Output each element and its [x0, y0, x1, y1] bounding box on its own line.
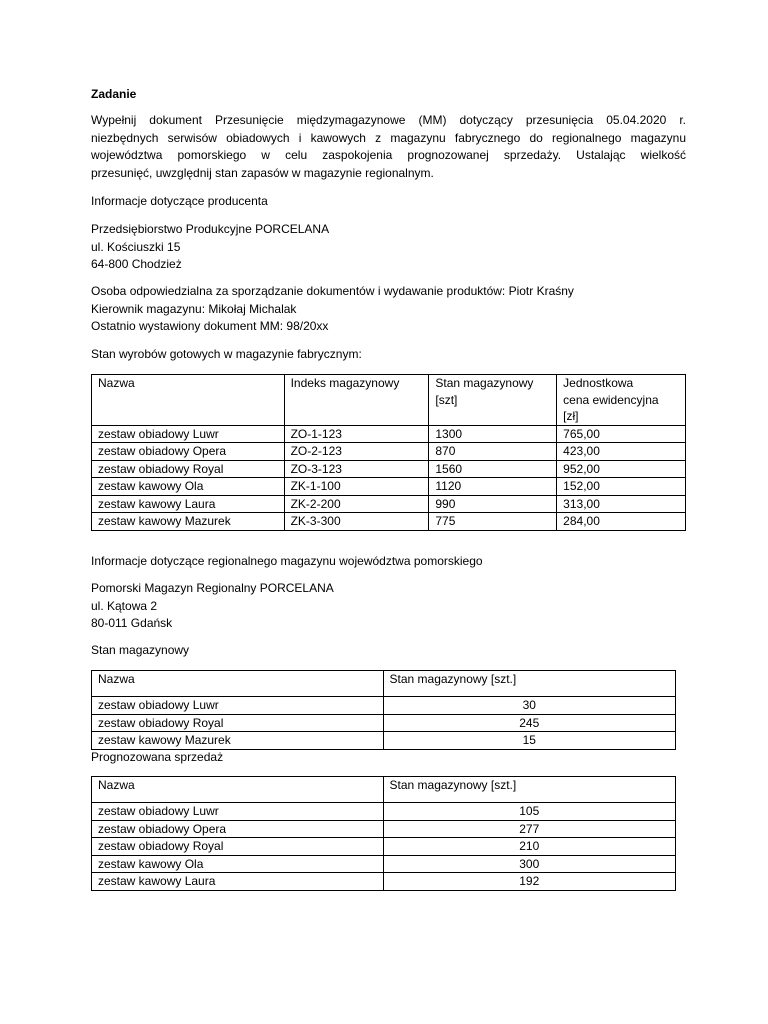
task-line: województwa pomorskiego w celu zaspokojenia prognozowanej sprzedaży. Ustalając wielkość — [91, 148, 686, 162]
table-header-row — [92, 671, 676, 697]
product-index: ZO-2-123 — [284, 443, 429, 461]
forecast-table — [91, 776, 676, 891]
product-index: ZO-3-123 — [284, 460, 429, 478]
product-price: 423,00 — [557, 443, 686, 461]
factory-stock-table — [91, 374, 686, 531]
factory-stock-title: Stan wyrobów gotowych w magazynie fabrycznym: — [91, 347, 362, 361]
product-stock: 15 — [383, 732, 676, 750]
last-document: Ostatnio wystawiony dokument MM: 98/20xx — [91, 319, 329, 333]
header-price-line: Jednostkowa — [563, 376, 634, 390]
forecast-value: 277 — [383, 820, 676, 838]
product-name: zestaw kawowy Ola — [92, 855, 384, 873]
header-price-line: cena ewidencyjna — [563, 392, 659, 407]
producer-street: ul. Kościuszki 15 — [91, 239, 181, 254]
product-index: ZK-2-200 — [284, 495, 429, 513]
producer-name: Przedsiębiorstwo Produkcyjne PORCELANA — [91, 222, 330, 236]
forecast-value: 210 — [383, 838, 676, 856]
product-name: zestaw obiadowy Luwr — [92, 803, 384, 821]
product-name: zestaw obiadowy Opera — [92, 443, 285, 461]
product-stock: 870 — [429, 443, 557, 461]
regional-stock-title: Stan magazynowy — [91, 643, 190, 657]
table-row — [92, 855, 676, 873]
table-row — [92, 478, 686, 496]
product-price: 952,00 — [557, 460, 686, 478]
product-name: zestaw kawowy Laura — [92, 873, 384, 891]
header-stock — [429, 375, 557, 426]
header-index: Indeks magazynowy — [284, 375, 429, 426]
product-stock: 30 — [383, 697, 676, 715]
product-stock: 1560 — [429, 460, 557, 478]
table-row — [92, 425, 686, 443]
producer-address — [91, 221, 686, 274]
product-index: ZK-1-100 — [284, 478, 429, 496]
regional-city: 80-011 Gdańsk — [91, 616, 173, 630]
table-row — [92, 820, 676, 838]
task-line: Wypełnij dokument Przesunięcie międzymagazynowe (MM) dotyczący przesunięcia 05.04.2020 r. — [91, 113, 686, 127]
product-name: zestaw obiadowy Royal — [92, 460, 285, 478]
product-name: zestaw kawowy Laura — [92, 495, 285, 513]
product-stock: 245 — [383, 714, 676, 732]
regional-street: ul. Kątowa 2 — [91, 598, 158, 613]
header-stock-line: Stan magazynowy — [435, 376, 534, 390]
responsible-person: Osoba odpowiedzialna za sporządzanie dokumentów i wydawanie produktów: Piotr Kraśny — [91, 284, 574, 298]
table-row — [92, 697, 676, 715]
task-line: niezbędnych serwisów obiadowych i kawowych z magazynu fabrycznego do regionalnego magazynu — [91, 130, 686, 145]
product-name: zestaw obiadowy Luwr — [92, 425, 285, 443]
table-header-row — [92, 375, 686, 426]
regional-name: Pomorski Magazyn Regionalny PORCELANA — [91, 581, 334, 595]
task-heading: Zadanie — [91, 87, 137, 101]
product-stock: 990 — [429, 495, 557, 513]
header-price — [557, 375, 686, 426]
forecast-value: 105 — [383, 803, 676, 821]
producer-city: 64-800 Chodzież — [91, 257, 182, 271]
table-row — [92, 873, 676, 891]
product-price: 284,00 — [557, 513, 686, 531]
header-price-line: [zł] — [563, 409, 579, 423]
producer-details — [91, 283, 686, 336]
product-price: 313,00 — [557, 495, 686, 513]
product-name: zestaw obiadowy Luwr — [92, 697, 384, 715]
task-paragraph — [91, 112, 686, 182]
header-name: Nazwa — [92, 777, 384, 803]
forecast-value: 300 — [383, 855, 676, 873]
product-index: ZO-1-123 — [284, 425, 429, 443]
forecast-value: 192 — [383, 873, 676, 891]
producer-section-title: Informacje dotyczące producenta — [91, 194, 268, 208]
regional-address — [91, 580, 686, 633]
product-price: 765,00 — [557, 425, 686, 443]
table-row — [92, 732, 676, 750]
product-name: zestaw kawowy Ola — [92, 478, 285, 496]
header-name: Nazwa — [92, 671, 384, 697]
regional-stock-table — [91, 670, 676, 750]
table-header-row — [92, 777, 676, 803]
task-line: przesunięć, uwzględnij stan zapasów w magazynie regionalnym. — [91, 165, 434, 180]
product-name: zestaw kawowy Mazurek — [92, 732, 384, 750]
forecast-title: Prognozowana sprzedaż — [91, 750, 224, 764]
product-index: ZK-3-300 — [284, 513, 429, 531]
header-stock-line: [szt] — [435, 392, 458, 407]
header-name: Nazwa — [92, 375, 285, 426]
table-row — [92, 460, 686, 478]
header-stock: Stan magazynowy [szt.] — [383, 777, 676, 803]
header-stock: Stan magazynowy [szt.] — [383, 671, 676, 697]
warehouse-manager: Kierownik magazynu: Mikołaj Michalak — [91, 301, 297, 316]
product-stock: 1300 — [429, 425, 557, 443]
product-price: 152,00 — [557, 478, 686, 496]
table-row — [92, 495, 686, 513]
regional-section-title: Informacje dotyczące regionalnego magazynu województwa pomorskiego — [91, 554, 483, 568]
table-row — [92, 803, 676, 821]
table-row — [92, 714, 676, 732]
product-name: zestaw obiadowy Opera — [92, 820, 384, 838]
table-row — [92, 513, 686, 531]
product-name: zestaw kawowy Mazurek — [92, 513, 285, 531]
table-row — [92, 443, 686, 461]
product-stock: 775 — [429, 513, 557, 531]
table-row — [92, 838, 676, 856]
product-name: zestaw obiadowy Royal — [92, 838, 384, 856]
product-name: zestaw obiadowy Royal — [92, 714, 384, 732]
product-stock: 1120 — [429, 478, 557, 496]
